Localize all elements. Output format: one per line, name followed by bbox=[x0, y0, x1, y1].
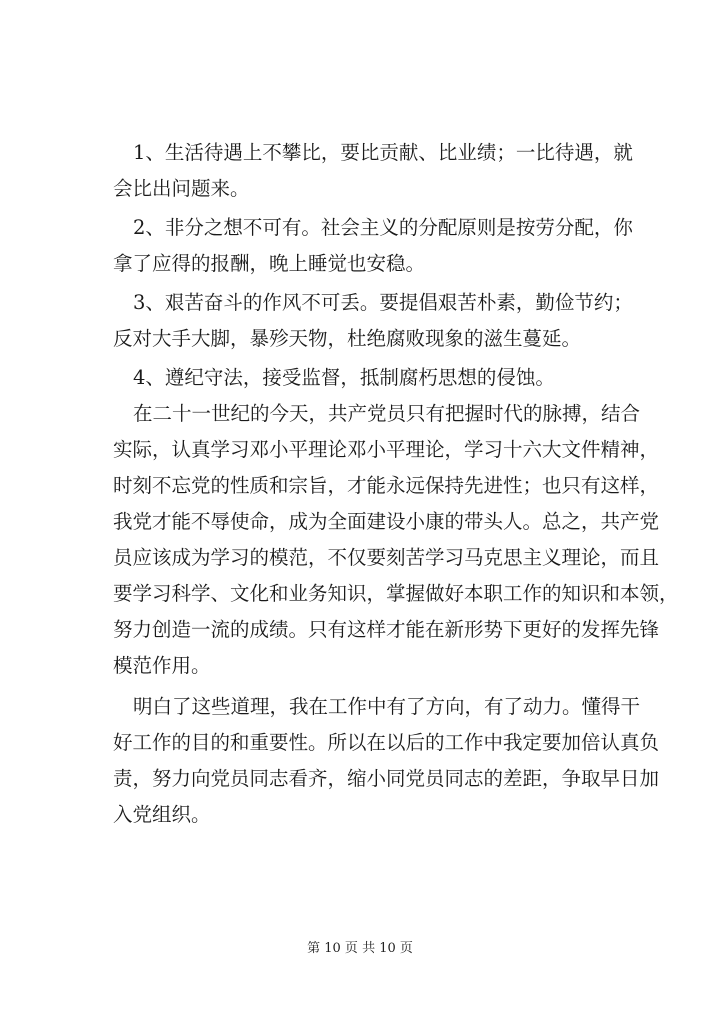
paragraph-4 bbox=[113, 360, 633, 396]
paragraph-line: 4、遵纪守法，接受监督，抵制腐朽思想的侵蚀。 bbox=[133, 366, 555, 389]
paragraph-line: 在二十一世纪的今天，共产党员只有把握时代的脉搏，结合 bbox=[133, 402, 641, 425]
paragraph-line: 要学习科学、文化和业务知识，掌握做好本职工作的知识和本领， bbox=[113, 582, 679, 605]
paragraph-5 bbox=[113, 396, 679, 684]
page-footer: 第 10 页 共 10 页 bbox=[307, 941, 413, 956]
paragraph-line: 实际，认真学习邓小平理论邓小平理论，学习十六大文件精神， bbox=[113, 438, 660, 461]
paragraph-line: 时刻不忘党的性质和宗旨，才能永远保持先进性；也只有这样， bbox=[113, 474, 660, 497]
paragraph-3 bbox=[113, 285, 633, 357]
paragraph-line: 努力创造一流的成绩。只有这样才能在新形势下更好的发挥先锋 bbox=[113, 618, 660, 641]
paragraph-2 bbox=[113, 210, 633, 282]
paragraph-line: 拿了应得的报酬，晚上睡觉也安稳。 bbox=[113, 252, 426, 275]
paragraph-line: 明白了这些道理，我在工作中有了方向，有了动力。懂得干 bbox=[133, 695, 641, 718]
paragraph-line: 会比出问题来。 bbox=[113, 177, 250, 200]
paragraph-line: 好工作的目的和重要性。所以在以后的工作中我定要加倍认真负 bbox=[113, 731, 660, 754]
paragraph-line: 责，努力向党员同志看齐，缩小同党员同志的差距，争取早日加 bbox=[113, 767, 660, 790]
paragraph-line: 模范作用。 bbox=[113, 654, 211, 677]
paragraph-line: 1、生活待遇上不攀比，要比贡献、比业绩；一比待遇，就 bbox=[133, 141, 633, 164]
paragraph-line: 反对大手大脚，暴殄天物，杜绝腐败现象的滋生蔓延。 bbox=[113, 327, 582, 350]
paragraph-line: 3、艰苦奋斗的作风不可丢。要提倡艰苦朴素，勤俭节约； bbox=[133, 291, 633, 314]
paragraph-line: 员应该成为学习的模范，不仅要刻苦学习马克思主义理论，而且 bbox=[113, 546, 660, 569]
paragraph-1 bbox=[113, 135, 633, 207]
paragraph-line: 我党才能不辱使命，成为全面建设小康的带头人。总之，共产党 bbox=[113, 510, 660, 533]
paragraph-line: 入党组织。 bbox=[113, 803, 211, 826]
document-body bbox=[113, 135, 679, 833]
paragraph-6 bbox=[113, 689, 660, 833]
paragraph-line: 2、非分之想不可有。社会主义的分配原则是按劳分配，你 bbox=[133, 216, 633, 239]
